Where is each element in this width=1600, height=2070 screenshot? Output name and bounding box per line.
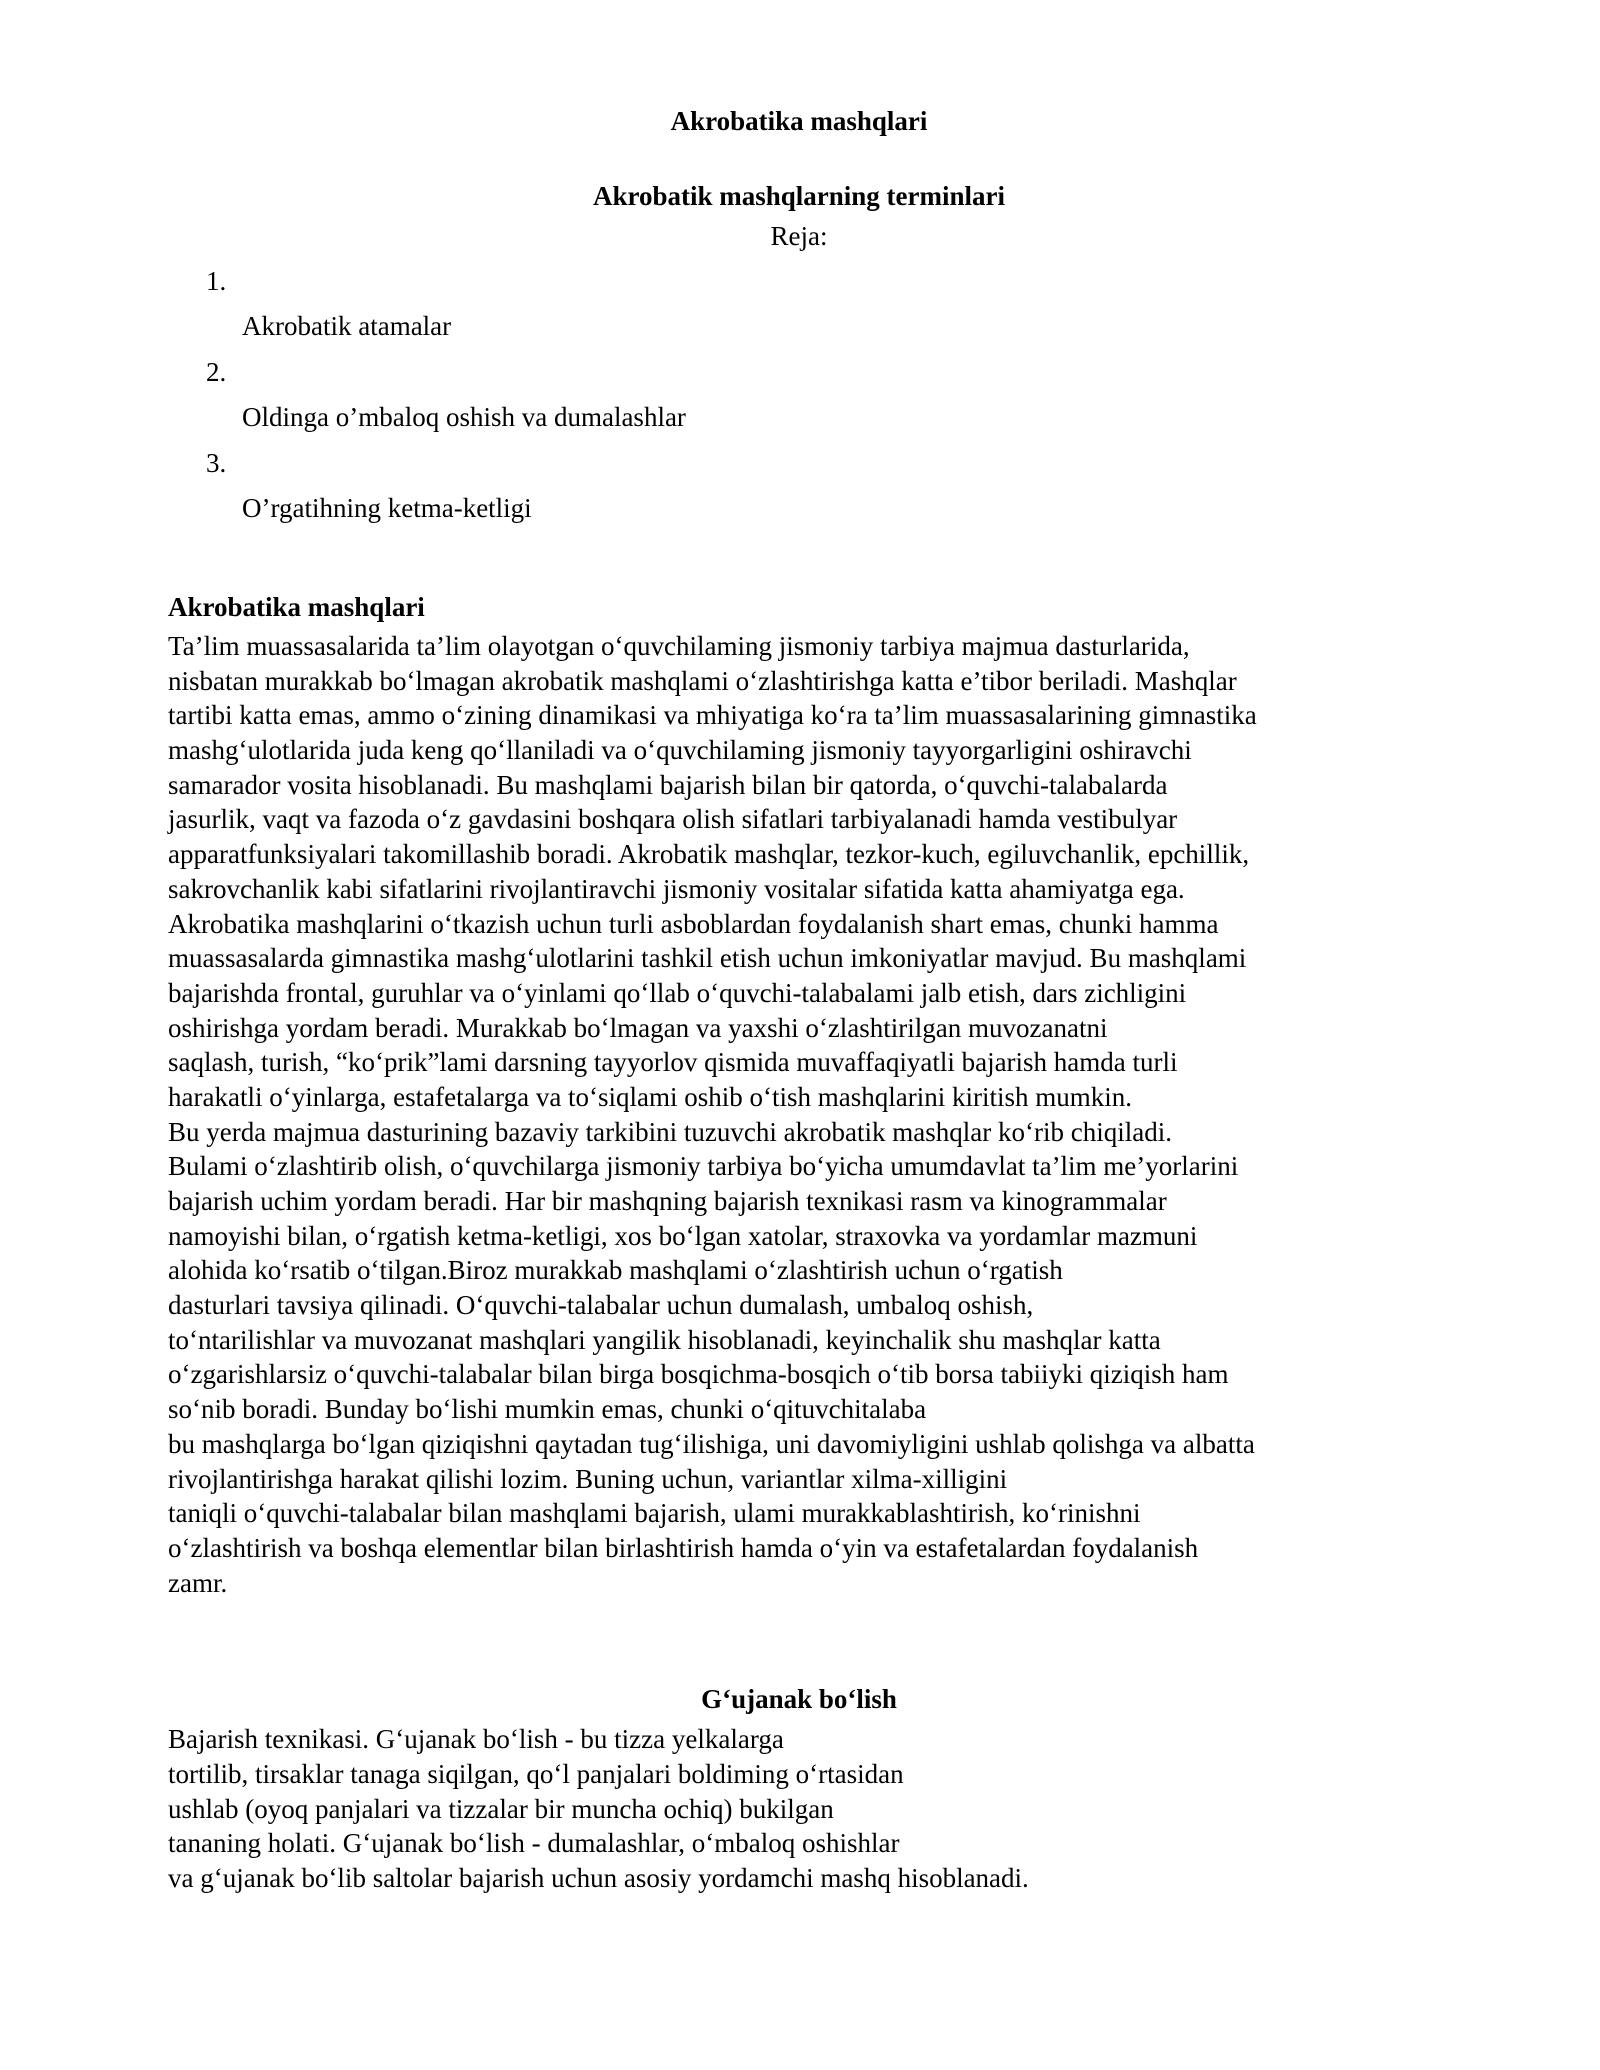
body-line: ushlab (oyoq panjalari va tizzalar bir muncha ochiq) bukilgan (168, 1793, 834, 1824)
outline-list (168, 268, 1430, 522)
list-item (168, 268, 1430, 340)
body-line: namoyishi bilan, o‘rgatish ketma-ketligi, xos bo‘lgan xatolar, straxovka va yordamlar mazmuni (168, 1220, 1198, 1251)
document-content (168, 0, 1430, 1896)
list-item (168, 359, 1430, 431)
body-line: bajarish uchim yordam beradi. Har bir mashqning bajarish texnikasi rasm va kinogrammalar (168, 1186, 1167, 1216)
body-line: sakrovchanlik kabi sifatlarini rivojlantiravchi jismoniy vositalar sifatida katta ahamiyatga ega. (168, 873, 1185, 904)
list-item-label: O’rgatihning ketma-ketligi (242, 493, 532, 523)
body-line: tananing holati. G‘ujanak bo‘lish - dumalashlar, o‘mbaloq oshishlar (168, 1828, 900, 1859)
section-body-akrobatika-mashqlari (168, 629, 1430, 1600)
list-item (168, 450, 1430, 522)
list-item-label: Akrobatik atamalar (242, 311, 452, 341)
body-line: harakatli o‘yinlarga, estafetalarga va to‘siqlami oshib o‘tish mashqlarini kiritish mumkin. (168, 1081, 1133, 1112)
body-line: taniqli o‘quvchi-talabalar bilan mashqlami bajarish, ulami murakkablashtirish, ko‘rinishni (168, 1498, 1141, 1529)
body-line: o‘zlashtirish va boshqa elementlar bilan birlashtirish hamda o‘yin va estafetalardan foydalanish (168, 1532, 1199, 1563)
body-line: Ta’lim muassasalarida ta’lim olayotgan o‘quvchilaming jismoniy tarbiya majmua dasturlarida, (168, 631, 1190, 661)
body-line: rivojlantirishga harakat qilishi lozim. Buning uchun, variantlar xilma-xilligini (168, 1463, 1008, 1494)
body-line: zamr. (168, 1567, 228, 1598)
body-line: saqlash, turish, “ko‘prik”lami darsning tayyorlov qismida muvaffaqiyatli bajarish hamda turli (168, 1047, 1178, 1078)
outline-label: Reja: (770, 221, 828, 251)
section-body-gujanak-bolish (168, 1722, 1430, 1895)
body-line: Akrobatika mashqlarini o‘tkazish uchun turli asboblardan foydalanish shart emas, chunki hamma (168, 908, 1219, 939)
body-line: samarador vosita hisoblanadi. Bu mashqlami bajarish bilan bir qatorda, o‘quvchi-talabalarda (168, 769, 1168, 800)
document-subtitle: Akrobatik mashqlarning terminlari (592, 181, 1006, 211)
body-line: oshirishga yordam beradi. Murakkab bo‘lmagan va yaxshi o‘zlashtirilgan muvozanatni (168, 1012, 1108, 1043)
body-line: tortilib, tirsaklar tanaga siqilgan, qo‘l panjalari boldiming o‘rtasidan (168, 1758, 904, 1789)
body-line: Bu yerda majmua dasturining bazaviy tarkibini tuzuvchi akrobatik mashqlar ko‘rib chiqiladi. (168, 1116, 1172, 1147)
body-line: so‘nib boradi. Bunday bo‘lishi mumkin emas, chunki o‘qituvchitalaba (168, 1394, 927, 1425)
list-item-number: 2. (206, 357, 227, 387)
body-line: bajarishda frontal, guruhlar va o‘yinlami qo‘llab o‘quvchi-talabalami jalb etish, dars zichligini (168, 977, 1187, 1008)
body-line: apparatfunksiyalari takomillashib boradi. Akrobatik mashqlar, tezkor-kuch, egiluvchanlik, epchillik, (168, 839, 1250, 870)
body-line: bu mashqlarga bo‘lgan qiziqishni qaytadan tug‘ilishiga, uni davomiyligini ushlab qolishga va albatta (168, 1428, 1255, 1459)
body-line: nisbatan murakkab bo‘lmagan akrobatik mashqlami o‘zlashtirishga katta e’tibor beriladi. Mashqlar (168, 665, 1237, 696)
page-title: Akrobatika mashqlari (670, 106, 928, 136)
body-line: o‘zgarishlarsiz o‘quvchi-talabalar bilan birga bosqichma-bosqich o‘tib borsa tabiiyki qiziqish ham (168, 1359, 1229, 1390)
body-line: tartibi katta emas, ammo o‘zining dinamikasi va mhiyatiga ko‘ra ta’lim muassasalarining gimnastika (168, 700, 1257, 731)
body-line: alohida ko‘rsatib o‘tilgan.Biroz murakkab mashqlami o‘zlashtirish uchun o‘rgatish (168, 1255, 1063, 1286)
body-line: dasturlari tavsiya qilinadi. O‘quvchi-talabalar uchun dumalash, umbaloq oshish, (168, 1290, 1034, 1321)
body-line: Bajarish texnikasi. G‘ujanak bo‘lish - bu tizza yelkalarga (168, 1724, 784, 1755)
list-item-number: 1. (206, 266, 227, 296)
body-line: va g‘ujanak bo‘lib saltolar bajarish uchun asosiy yordamchi mashq hisoblanadi. (168, 1863, 1029, 1893)
body-line: mashg‘ulotlarida juda keng qo‘llaniladi va o‘quvchilaming jismoniy tayyorgarligini oshiravchi (168, 735, 1192, 766)
list-item-number: 3. (206, 448, 227, 478)
section-heading-akrobatika-mashqlari: Akrobatika mashqlari (168, 592, 425, 622)
body-line: Bulami o‘zlashtirib olish, o‘quvchilarga jismoniy tarbiya bo‘yicha umumdavlat ta’lim me’yorlarini (168, 1151, 1239, 1182)
section-heading-gujanak-bolish: G‘ujanak bo‘lish (701, 1684, 897, 1715)
body-line: jasurlik, vaqt va fazoda o‘z gavdasini boshqara olish sifatlari tarbiyalanadi hamda vestibulyar (168, 804, 1178, 835)
list-item-label: Oldinga o’mbaloq oshish va dumalashlar (242, 402, 686, 432)
body-line: to‘ntarilishlar va muvozanat mashqlari yangilik hisoblanadi, keyinchalik shu mashqlar katta (168, 1324, 1161, 1355)
body-line: muassasalarda gimnastika mashg‘ulotlarini tashkil etish uchun imkoniyatlar mavjud. Bu mashqlami (168, 943, 1247, 974)
